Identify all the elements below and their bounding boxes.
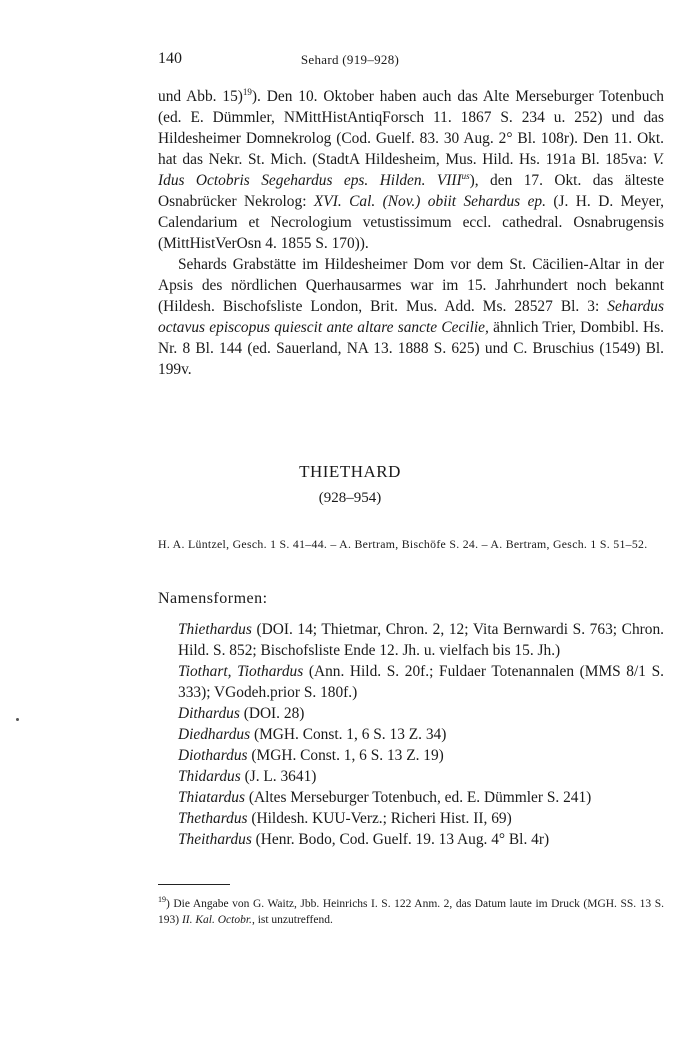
footnote-ref: 19 [242, 86, 252, 97]
name-form: Theithardus [178, 831, 252, 848]
name-form: Thiethardus [178, 621, 252, 638]
latin-quote: XVI. Cal. (Nov.) obiit Sehardus ep. [313, 193, 546, 210]
list-item [158, 745, 664, 766]
text-run: ). Den 10. Oktober haben auch das Alte Merseburger Totenbuch (ed. E. Dümmler, NMittHistAntiqForsch 11. 1867 S. 234 u. 252) und das Hildesheimer Domnekrolog (Cod. Guelf. 83. 30 Aug. 2° Bl. 108r). Den 11. Okt. hat das Nekr. St. Mich. (StadtA Hildesheim, Mus. Hild. Hs. 191a Bl. 185va: [158, 88, 664, 168]
list-item [158, 829, 664, 850]
literature-references: H. A. Lüntzel, Gesch. 1 S. 41–44. – A. Bertram, Bischöfe S. 24. – A. Bertram, Gesch. 1 S. 51–52. [158, 537, 648, 551]
name-form: Thethardus [178, 810, 248, 827]
page-number: 140 [158, 50, 182, 67]
footnote [158, 892, 664, 928]
source-ref: (J. L. 3641) [240, 768, 317, 785]
source-ref: (DOI. 14; Thietmar, Chron. 2, 12; Vita Bernwardi S. 763; Chron. Hild. S. 852; Bischofsliste Ende 12. Jh. u. vielfach bis 15. Jh.) [178, 621, 664, 659]
name-form: Diedhardus [178, 726, 251, 743]
latin-quote-superscript: us [461, 170, 470, 181]
section-title: THIETHARD [299, 462, 401, 481]
source-ref: (Ann. Hild. S. 20f.; Fuldaer Totenannalen (MMS 8/1 S. 333); VGodeh.prior S. 180f.) [178, 663, 664, 701]
list-item [158, 619, 664, 661]
name-form: Tiothart, Tiothardus [178, 663, 304, 680]
text-run: ), den 17. Okt. das älteste Osnabrücker Nekrolog: [158, 172, 664, 210]
paragraph-necrology [158, 86, 664, 254]
section-dates: (928–954) [318, 490, 382, 506]
source-ref: (DOI. 28) [239, 705, 305, 722]
footnote-number: 19 [158, 895, 166, 904]
source-ref: (MGH. Const. 1, 6 S. 13 Z. 19) [247, 747, 444, 764]
text-run: und Abb. 15) [158, 88, 243, 105]
paragraph-grave [158, 254, 664, 380]
main-text [158, 86, 664, 380]
list-item [158, 766, 664, 787]
latin-quote: Sehardus octavus episcopus quiescit ante altare sancte Cecilie, [158, 298, 664, 336]
name-forms-list [158, 619, 664, 850]
text-run: ähnlich Trier, Dombibl. Hs. Nr. 8 Bl. 144 (ed. Sauerland, NA 13. 1888 S. 625) und C. Bruschius (1549) Bl. 199v. [158, 319, 664, 378]
list-item [158, 703, 664, 724]
source-ref: (MGH. Const. 1, 6 S. 13 Z. 34) [250, 726, 447, 743]
name-form: Dithardus [178, 705, 240, 722]
latin-quote: II. Kal. Octobr. [181, 913, 252, 926]
name-form: Thidardus [178, 768, 241, 785]
name-forms-heading: Namensformen: [158, 590, 268, 607]
name-form: Thiatardus [178, 789, 245, 806]
source-ref: (Hildesh. KUU-Verz.; Richeri Hist. II, 69) [247, 810, 512, 827]
footnote-rule [158, 884, 230, 885]
running-head: Sehard (919–928) [300, 52, 400, 67]
latin-quote: V. Idus Octobris Segehardus eps. Hilden. VIII [158, 151, 664, 189]
margin-dot [16, 718, 19, 721]
list-item [158, 661, 664, 703]
text-run: ) Die Angabe von G. Waitz, Jbb. Heinrichs I. S. 122 Anm. 2, das Datum laute im Druck (MGH. SS. 13 S. 193) [158, 897, 664, 926]
source-ref: (Henr. Bodo, Cod. Guelf. 19. 13 Aug. 4° Bl. 4r) [251, 831, 550, 848]
list-item [158, 787, 664, 808]
text-run: (J. H. D. Meyer, Calendarium et Necrologium vetustissimum eccl. cathedral. Osnabrugensis (MittHistVerOsn 4. 1855 S. 170)). [158, 193, 664, 252]
list-item [158, 808, 664, 829]
text-run: Sehards Grabstätte im Hildesheimer Dom vor dem St. Cäcilien-Altar in der Apsis des nördlichen Querhausarmes war im 15. Jahrhundert noch bekannt (Hildesh. Bischofsliste London, Brit. Mus. Add. Ms. 28527 Bl. 3: [158, 256, 664, 315]
source-ref: (Altes Merseburger Totenbuch, ed. E. Dümmler S. 241) [245, 789, 592, 806]
text-run: , ist unzutreffend. [251, 913, 333, 926]
name-form: Diothardus [178, 747, 248, 764]
list-item [158, 724, 664, 745]
